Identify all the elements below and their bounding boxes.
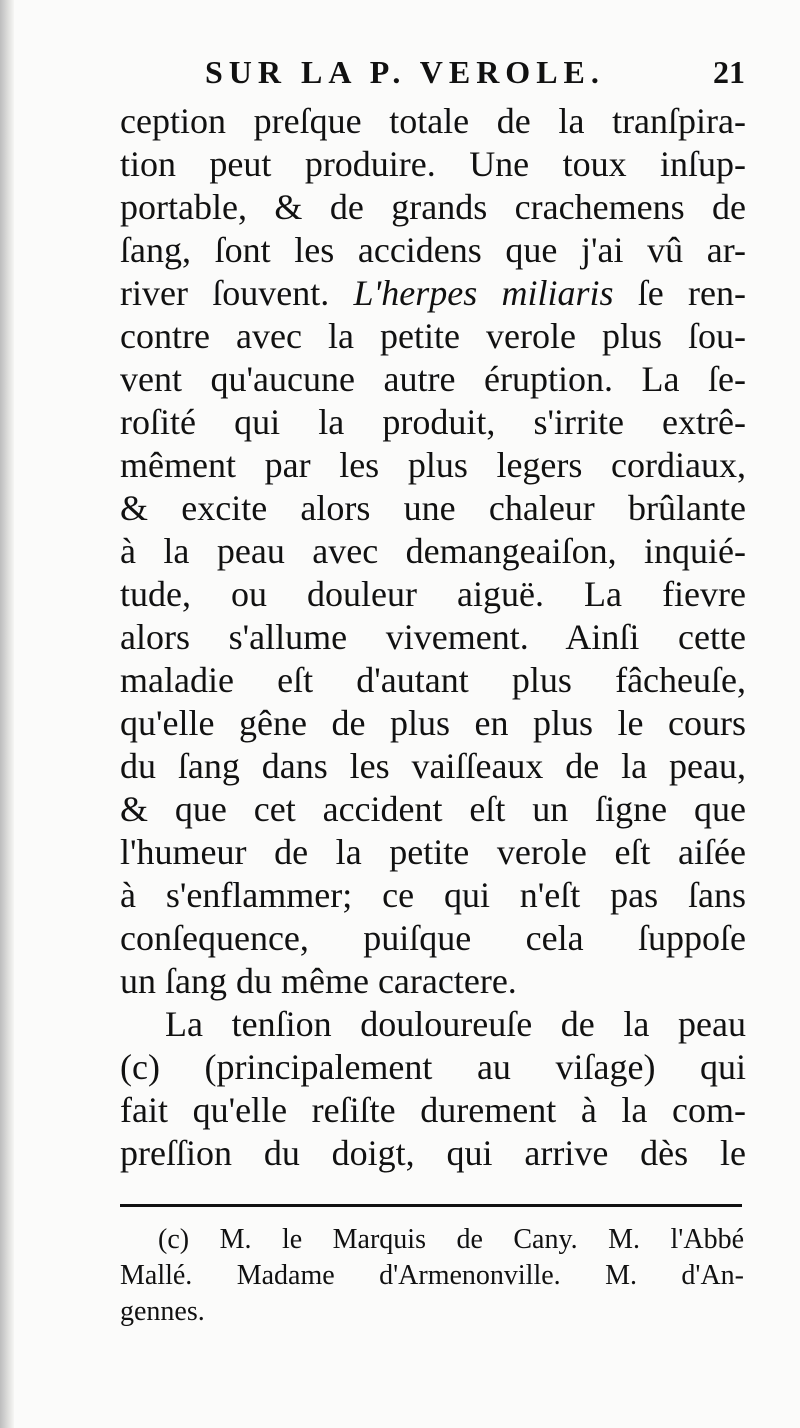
page-gutter-shadow [0, 0, 14, 1428]
text-line: alors s'allume vivement. Ainſi cette [120, 617, 746, 657]
text-fragment: ſe ren- [613, 273, 746, 313]
text-line: maladie eſt d'autant plus fâcheuſe, [120, 660, 746, 700]
page-header [205, 50, 745, 100]
paragraph-start-line: La tenſion douloureuſe de la peau [165, 1004, 746, 1044]
footnote-line: Mallé. Madame d'Armenonville. M. d'An- [120, 1260, 744, 1291]
text-line: portable, & de grands crachemens de [120, 187, 746, 227]
text-line: & que cet accident eſt un ſigne que [120, 789, 746, 829]
footnote [120, 1222, 744, 1330]
footnote-rule [120, 1204, 742, 1207]
body-text [120, 100, 746, 1175]
text-line: (c) (principalement au viſage) qui [120, 1047, 746, 1087]
paragraph-end-line: un ſang du même caractere. [120, 961, 517, 1001]
text-line: conſequence, puiſque cela ſuppoſe [120, 918, 746, 958]
footnote-line: (c) M. le Marquis de Cany. M. l'Abbé [158, 1224, 744, 1255]
text-line: ſang, ſont les accidens que j'ai vû ar- [120, 230, 746, 270]
text-line: à la peau avec demangeaiſon, inquié- [120, 531, 746, 571]
text-line: vent qu'aucune autre éruption. La ſe- [120, 359, 746, 399]
text-line: mêment par les plus legers cordiaux, [120, 445, 746, 485]
text-line-with-italic [120, 272, 746, 315]
text-line: & excite alors une chaleur brûlante [120, 488, 746, 528]
footnote-line: gennes. [120, 1296, 205, 1327]
text-fragment: river ſouvent. [120, 273, 354, 313]
text-line: à s'enflammer; ce qui n'eſt pas ſans [120, 875, 746, 915]
text-line: preſſion du doigt, qui arrive dès le [120, 1133, 746, 1173]
page-number: 21 [713, 54, 745, 90]
text-line: contre avec la petite verole plus ſou- [120, 316, 746, 356]
text-line: l'humeur de la petite verole eſt aiſée [120, 832, 746, 872]
text-line: qu'elle gêne de plus en plus le cours [120, 703, 746, 743]
text-line: fait qu'elle reſiſte durement à la com- [120, 1090, 746, 1130]
text-line: roſité qui la produit, s'irrite extrê- [120, 402, 746, 442]
text-line: du ſang dans les vaiſſeaux de la peau, [120, 746, 746, 786]
italic-term: L'herpes miliaris [353, 273, 614, 313]
text-line: tude, ou douleur aiguë. La fievre [120, 574, 746, 614]
text-line: ception preſque totale de la tranſpira- [120, 101, 746, 141]
text-line: tion peut produire. Une toux inſup- [120, 144, 746, 184]
running-title: SUR LA P. VEROLE. [205, 54, 605, 90]
